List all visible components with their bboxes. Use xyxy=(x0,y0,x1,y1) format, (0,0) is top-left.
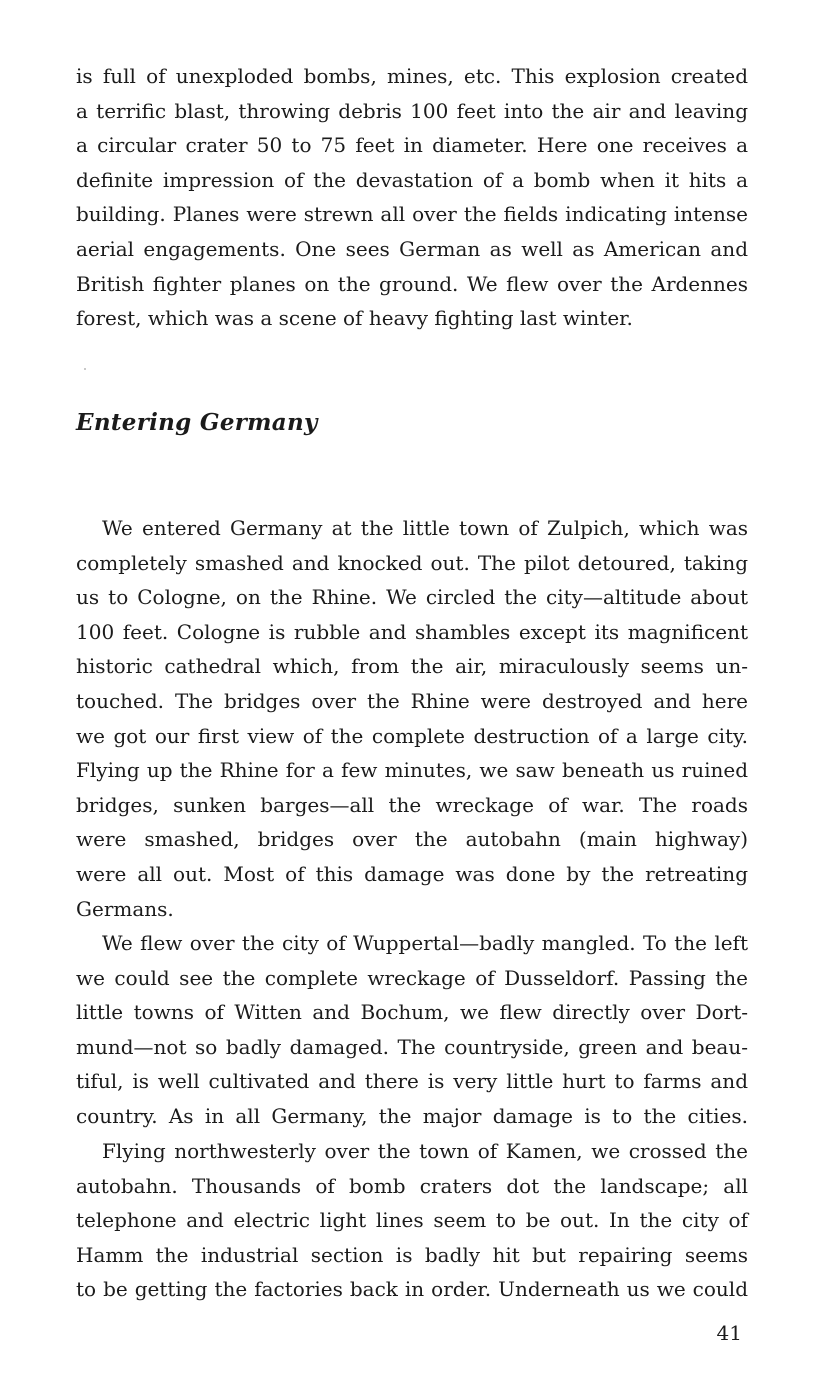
text-line: British fighter planes on the ground. We flew over the Ardennes xyxy=(76,271,748,296)
text-line: were all out. Most of this damage was done by the retreating xyxy=(76,861,748,886)
text-line: We entered Germany at the little town of Zulpich, which was xyxy=(102,516,748,540)
text-line: Flying northwesterly over the town of Kamen, we crossed the xyxy=(102,1139,748,1163)
text-line: country. As in all Germany, the major damage is to the cities. xyxy=(76,1103,748,1128)
text-line: telephone and electric light lines seem to be out. In the city of xyxy=(76,1208,748,1233)
body-paragraph-3 xyxy=(76,1134,748,1307)
text-line: we could see the complete wreckage of Dusseldorf. Passing the xyxy=(76,965,748,990)
text-line: forest, which was a scene of heavy fighting last winter. xyxy=(76,306,633,331)
paper-speck xyxy=(84,368,86,370)
text-line: mund—not so badly damaged. The countryside, green and beau- xyxy=(76,1034,748,1059)
text-line: a terrific blast, throwing debris 100 feet into the air and leaving xyxy=(76,98,748,123)
text-line: 100 feet. Cologne is rubble and shambles except its magnificent xyxy=(76,619,748,644)
text-line: we got our first view of the complete destruction of a large city. xyxy=(76,723,748,748)
page-number: 41 xyxy=(716,1321,742,1345)
text-line: autobahn. Thousands of bomb craters dot the landscape; all xyxy=(76,1173,748,1198)
text-line: aerial engagements. One sees German as well as American and xyxy=(76,236,748,261)
text-line: were smashed, bridges over the autobahn (main highway) xyxy=(76,827,748,852)
text-line: historic cathedral which, from the air, miraculously seems un- xyxy=(76,654,748,679)
section-heading: Entering Germany xyxy=(76,409,318,436)
text-line: to be getting the factories back in order. Underneath us we could xyxy=(76,1277,748,1302)
text-line: building. Planes were strewn all over the fields indicating intense xyxy=(76,202,748,227)
text-line: Germans. xyxy=(76,896,174,921)
text-line: little towns of Witten and Bochum, we flew directly over Dort- xyxy=(76,1000,748,1025)
text-line: We flew over the city of Wuppertal—badly mangled. To the left xyxy=(102,931,748,955)
text-line: completely smashed and knocked out. The pilot detoured, taking xyxy=(76,550,748,575)
text-line: Hamm the industrial section is badly hit but repairing seems xyxy=(76,1242,748,1267)
text-line: definite impression of the devastation of a bomb when it hits a xyxy=(76,167,748,192)
text-line: is full of unexploded bombs, mines, etc. This explosion created xyxy=(76,64,748,88)
text-line: Flying up the Rhine for a few minutes, we saw beneath us ruined xyxy=(76,758,748,783)
body-paragraph-1 xyxy=(76,511,748,926)
text-line: bridges, sunken barges—all the wreckage of war. The roads xyxy=(76,792,748,817)
text-line: tiful, is well cultivated and there is very little hurt to farms and xyxy=(76,1069,748,1094)
text-line: us to Cologne, on the Rhine. We circled the city—altitude about xyxy=(76,585,748,610)
intro-paragraph xyxy=(76,59,748,336)
body-paragraph-2 xyxy=(76,926,748,1134)
text-line: a circular crater 50 to 75 feet in diameter. Here one receives a xyxy=(76,133,748,158)
text-line: touched. The bridges over the Rhine were destroyed and here xyxy=(76,688,748,713)
